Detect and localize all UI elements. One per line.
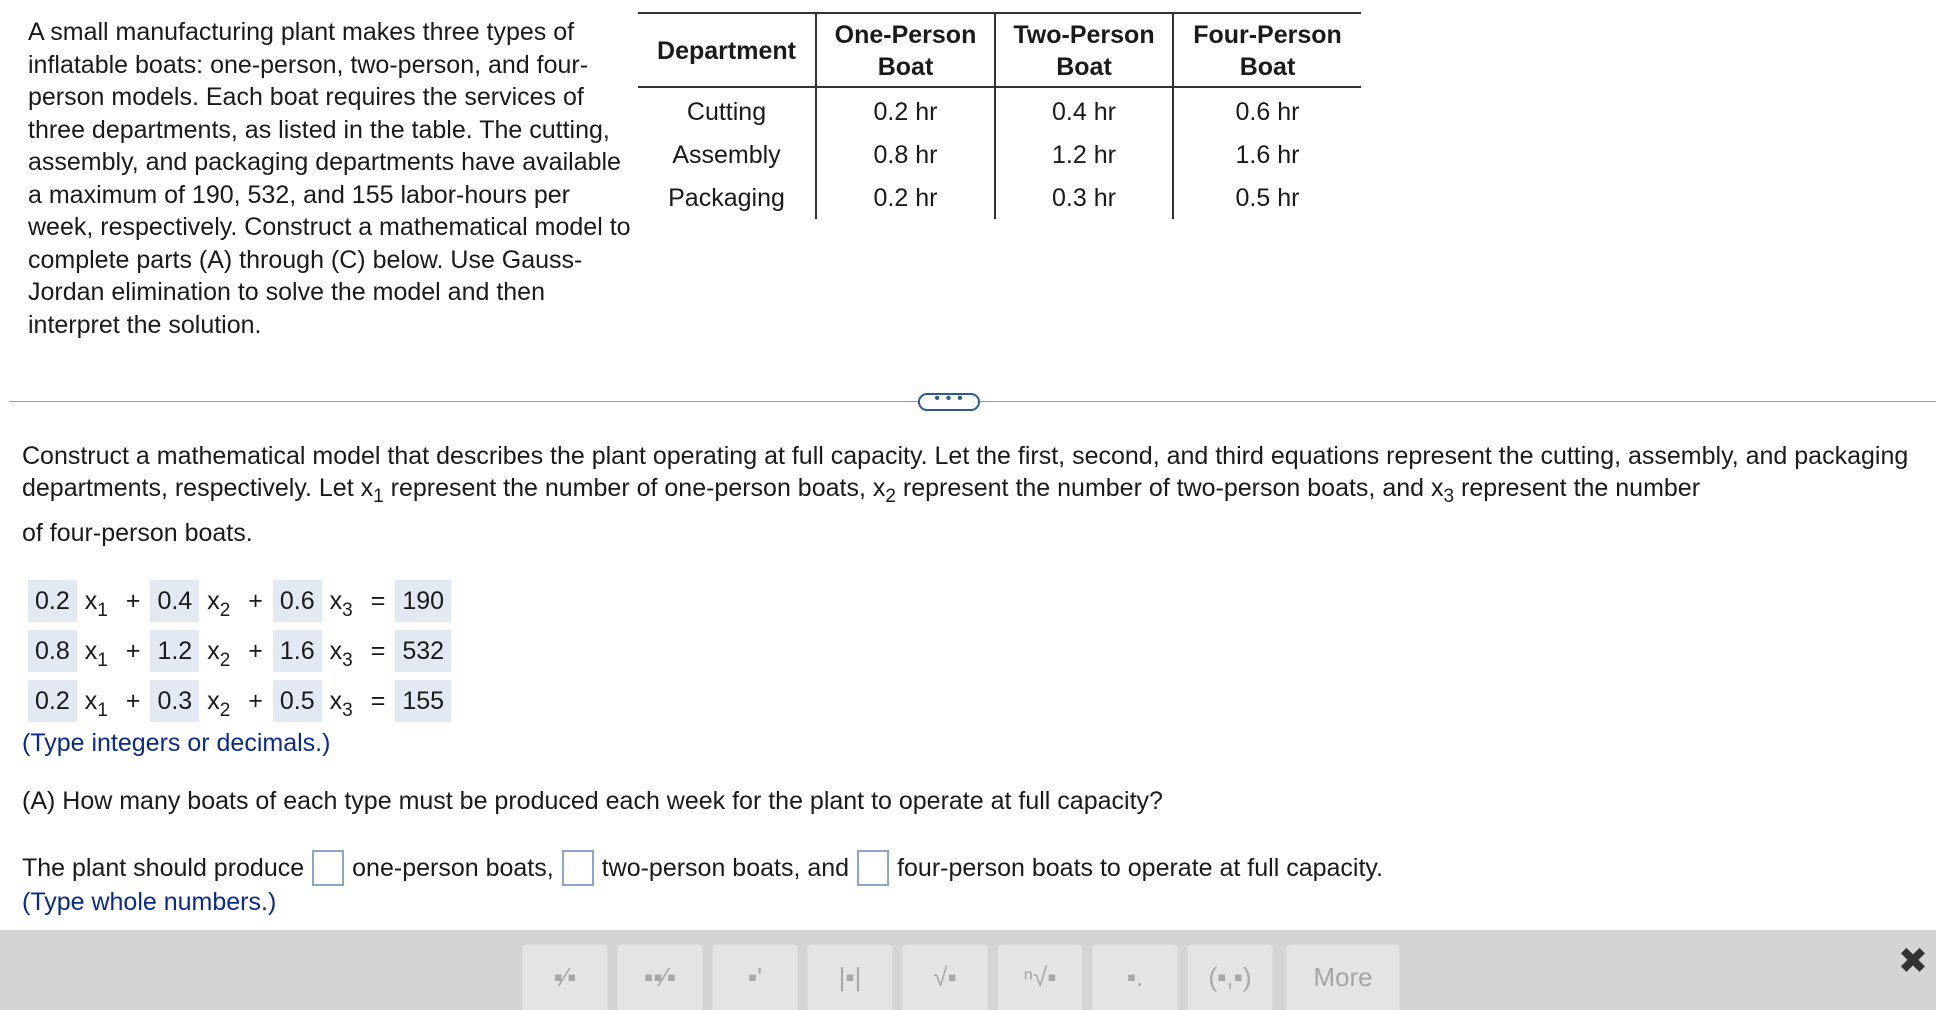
problem-intro: A small manufacturing plant makes three types of inflatable boats: one-person, two-person, and four-person models. Each boat requires the services of three departments, as listed in the table. The cutting, assembly, and packaging departments have available a maximum of 190, 532, and 155 labor-hours per week, respectively. Construct a mathematical model to complete parts (A) through (C) below. Use Gauss-Jordan elimination to solve the model and then interpret the solution. xyxy=(28,18,631,339)
coefficient-input[interactable]: 0.6 xyxy=(273,580,322,622)
answer-input-four-person[interactable] xyxy=(857,850,889,886)
question-text xyxy=(22,440,1922,549)
coefficient-input[interactable]: 1.2 xyxy=(150,630,199,672)
expand-button[interactable] xyxy=(918,390,980,411)
table-cell: Cutting xyxy=(686,98,767,126)
coefficient-input[interactable]: 0.4 xyxy=(150,580,199,622)
rhs-input[interactable]: 155 xyxy=(395,680,451,722)
variable-x1: x 1 xyxy=(84,686,108,721)
table-row xyxy=(638,87,1361,133)
exponent-icon: ▪' xyxy=(747,962,763,992)
answer-prefix: The plant should produce xyxy=(22,853,305,882)
variable-x2: x 2 xyxy=(207,586,231,621)
ordered-pair-icon: (▪,▪) xyxy=(1208,962,1252,992)
plus-sign: + xyxy=(125,636,141,665)
table-cell: 1.2 hr xyxy=(995,133,1173,176)
math-toolbar xyxy=(0,930,1936,1010)
fraction-button[interactable] xyxy=(522,944,608,1010)
subscript: 1 xyxy=(373,486,384,507)
table-cell: 0.4 hr xyxy=(995,87,1173,133)
close-icon[interactable]: ✖ xyxy=(1897,940,1928,981)
equals-sign: = xyxy=(370,636,386,665)
question-part3: represent the number of two-person boats, and x xyxy=(895,474,1444,502)
variable-x1: x 1 xyxy=(84,586,108,621)
plus-sign: + xyxy=(125,586,141,615)
hint-whole-numbers: (Type whole numbers.) xyxy=(22,888,277,916)
equation-packaging xyxy=(28,680,451,722)
answer-line xyxy=(22,848,1383,888)
nth-root-icon: ⁿ√▪ xyxy=(1023,962,1057,992)
subscript: 3 xyxy=(1443,486,1455,507)
square-root-button[interactable] xyxy=(902,944,988,1010)
table-cell: Packaging xyxy=(668,184,785,212)
more-button[interactable]: More xyxy=(1286,944,1400,1010)
plus-sign: + xyxy=(248,686,263,715)
table-cell: Assembly xyxy=(672,141,781,169)
table-cell: 0.2 hr xyxy=(816,176,995,219)
header-department: Department xyxy=(657,37,796,65)
equation-cutting xyxy=(28,580,451,622)
absolute-value-button[interactable] xyxy=(807,944,893,1010)
equals-sign: = xyxy=(370,586,386,615)
answer-text-1: one-person boats, xyxy=(352,853,554,882)
subscript-icon: ▪. xyxy=(1126,962,1144,992)
table-row xyxy=(638,176,1361,219)
mixed-number-button[interactable] xyxy=(617,944,703,1010)
header-one-person: One-Person Boat xyxy=(816,13,995,87)
question-line3: of four-person boats. xyxy=(22,519,253,547)
subscript: 2 xyxy=(885,486,896,507)
table-cell: 0.8 hr xyxy=(816,133,995,176)
coefficient-input[interactable]: 0.2 xyxy=(28,680,77,722)
variable-x3: x 3 xyxy=(329,636,353,671)
equation-assembly xyxy=(28,630,451,672)
hint-decimals: (Type integers or decimals.) xyxy=(22,729,331,757)
rhs-input[interactable]: 190 xyxy=(395,580,451,622)
mixed-number-icon: ▪▪∕▪ xyxy=(644,962,676,992)
table-row xyxy=(638,133,1361,176)
table-cell: 1.6 hr xyxy=(1173,133,1361,176)
variable-x3: x 3 xyxy=(329,686,353,721)
variable-x2: x 2 xyxy=(207,636,231,671)
equals-sign: = xyxy=(370,686,386,715)
ellipsis-icon: • • • xyxy=(934,390,964,407)
variable-x2: x 2 xyxy=(207,686,231,721)
table-header-row xyxy=(638,13,1361,87)
answer-text-2: two-person boats, and xyxy=(601,853,850,882)
coefficient-input[interactable]: 1.6 xyxy=(273,630,322,672)
nth-root-button[interactable] xyxy=(997,944,1083,1010)
department-table xyxy=(638,12,1361,219)
table-cell: 0.6 hr xyxy=(1173,87,1361,133)
header-two-person: Two-Person Boat xyxy=(995,13,1173,87)
coefficient-input[interactable]: 0.3 xyxy=(150,680,199,722)
coefficient-input[interactable]: 0.5 xyxy=(273,680,322,722)
variable-x3: x 3 xyxy=(329,586,353,621)
table-cell: 0.5 hr xyxy=(1173,176,1361,219)
absolute-value-icon: |▪| xyxy=(838,962,862,992)
subscript-button[interactable] xyxy=(1092,944,1178,1010)
table-cell: 0.3 hr xyxy=(995,176,1173,219)
question-part2: represent the number of one-person boats, x xyxy=(383,474,886,502)
square-root-icon: √▪ xyxy=(933,962,957,992)
rhs-input[interactable]: 532 xyxy=(395,630,451,672)
plus-sign: + xyxy=(248,586,263,615)
table-cell: 0.2 hr xyxy=(816,87,995,133)
answer-text-3: four-person boats to operate at full capacity. xyxy=(897,853,1384,882)
coefficient-input[interactable]: 0.2 xyxy=(28,580,77,622)
plus-sign: + xyxy=(125,686,141,715)
answer-input-two-person[interactable] xyxy=(562,850,594,886)
variable-x1: x 1 xyxy=(84,636,108,671)
question-part1: Construct a mathematical model that describes the plant operating at full capacity. Let the first, second, and third equations represent the cutting, assembly, and packaging departments, respectively. Let x xyxy=(22,442,1909,502)
ordered-pair-button[interactable] xyxy=(1187,944,1273,1010)
answer-input-one-person[interactable] xyxy=(312,850,344,886)
question-part4: represent the number xyxy=(1454,474,1701,502)
plus-sign: + xyxy=(248,636,263,665)
exponent-button[interactable] xyxy=(712,944,798,1010)
header-four-person: Four-Person Boat xyxy=(1173,13,1361,87)
part-a-question: (A) How many boats of each type must be produced each week for the plant to operate at full capacity? xyxy=(22,787,1163,815)
coefficient-input[interactable]: 0.8 xyxy=(28,630,77,672)
fraction-icon: ▪∕▪ xyxy=(553,962,577,992)
